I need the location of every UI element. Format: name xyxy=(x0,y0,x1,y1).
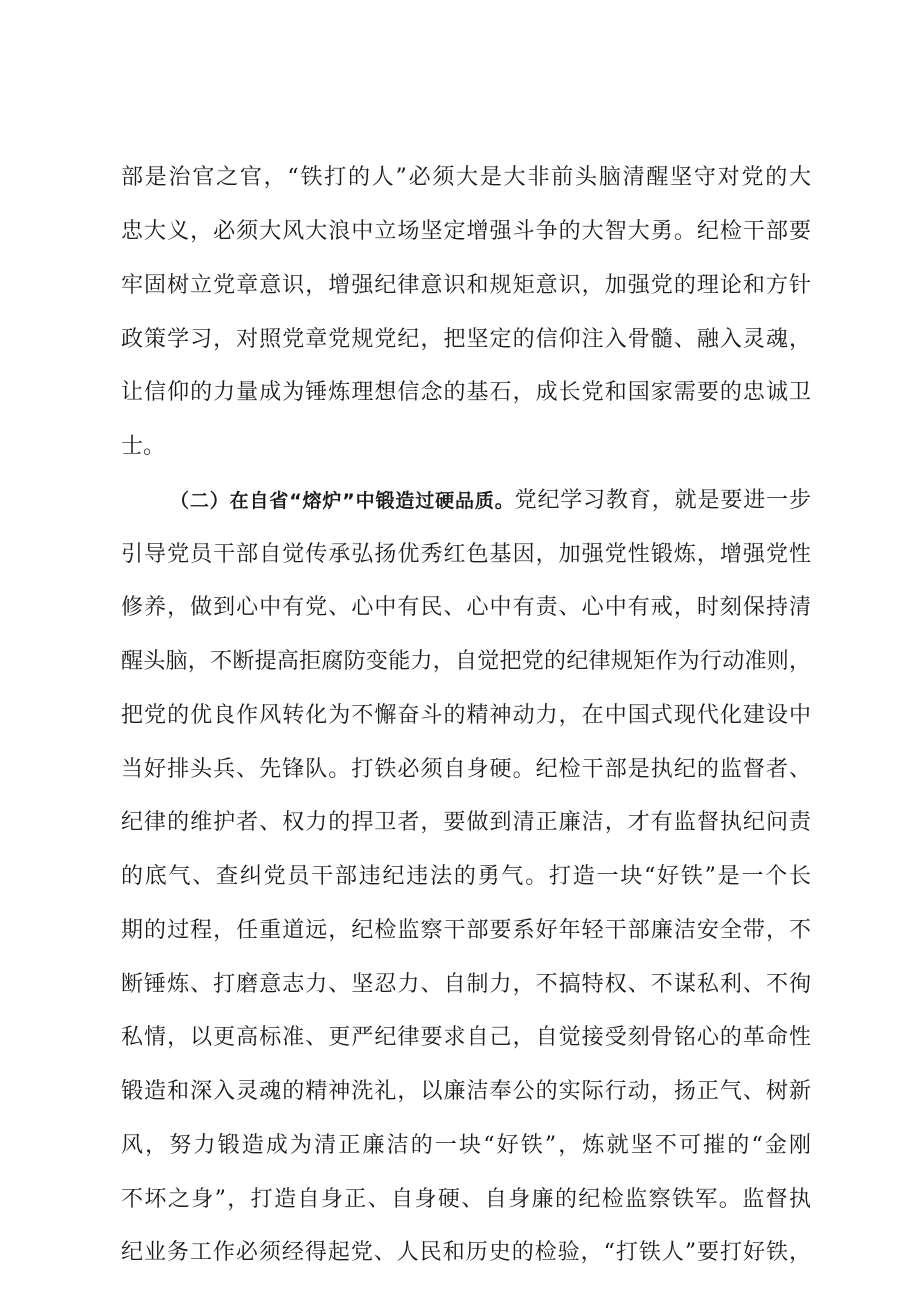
paragraph-line: 牢固树立党章意识，增强纪律意识和规矩意识，加强党的理论和方针 xyxy=(121,273,811,298)
paragraph-line: 纪律的维护者、权力的捍卫者，要做到清正廉洁，才有监督执纪问责 xyxy=(121,810,811,835)
section-heading-line xyxy=(170,479,811,523)
paragraph-line: 风，努力锻造成为清正廉洁的一块“好铁”，炼就坚不可摧的“金刚 xyxy=(121,1133,811,1158)
paragraph-line: 引导党员干部自觉传承弘扬优秀红色基因，加强党性锻炼，增强党性 xyxy=(121,542,811,567)
paragraph-line: 忠大义，必须大风大浪中立场坚定增强斗争的大智大勇。纪检干部要 xyxy=(121,219,811,244)
paragraph-line: 不坏之身”，打造自身正、自身硬、自身廉的纪检监察铁军。监督执 xyxy=(121,1187,811,1212)
paragraph-line: 锻造和深入灵魂的精神洗礼，以廉洁奉公的实际行动，扬正气、树新 xyxy=(121,1079,811,1104)
paragraph-line: 士。 xyxy=(121,434,166,459)
paragraph-line: 醒头脑，不断提高拒腐防变能力，自觉把党的纪律规矩作为行动准则， xyxy=(121,649,811,674)
paragraph-line: 让信仰的力量成为锤炼理想信念的基石，成长党和国家需要的忠诚卫 xyxy=(121,380,811,405)
section-heading-continuation: 党纪学习教育，就是要进一步 xyxy=(514,488,811,513)
paragraph-line: 把党的优良作风转化为不懈奋斗的精神动力，在中国式现代化建设中 xyxy=(121,703,811,728)
paragraph-line: 私情，以更高标准、更严纪律要求自己，自觉接受刻骨铭心的革命性 xyxy=(121,1025,811,1050)
paragraph-line: 断锤炼、打磨意志力、坚忍力、自制力，不搞特权、不谋私利、不徇 xyxy=(121,972,811,997)
paragraph-line: 部是治官之官，“铁打的人”必须大是大非前头脑清醒坚守对党的大 xyxy=(121,165,811,190)
paragraph-line: 修养，做到心中有党、心中有民、心中有责、心中有戒，时刻保持清 xyxy=(121,595,811,620)
section-heading: （二）在自省“熔炉”中锻造过硬品质。 xyxy=(170,490,515,512)
paragraph-line: 的底气、查纠党员干部违纪违法的勇气。打造一块“好铁”是一个长 xyxy=(121,864,811,889)
paragraph-line: 当好排头兵、先锋队。打铁必须自身硬。纪检干部是执纪的监督者、 xyxy=(121,757,811,782)
paragraph-line: 期的过程，任重道远，纪检监察干部要系好年轻干部廉洁安全带，不 xyxy=(121,918,811,943)
paragraph-line: 纪业务工作必须经得起党、人民和历史的检验，“打铁人”要打好铁， xyxy=(121,1240,811,1265)
paragraph-line: 政策学习，对照党章党规党纪，把坚定的信仰注入骨髓、融入灵魂， xyxy=(121,327,811,352)
